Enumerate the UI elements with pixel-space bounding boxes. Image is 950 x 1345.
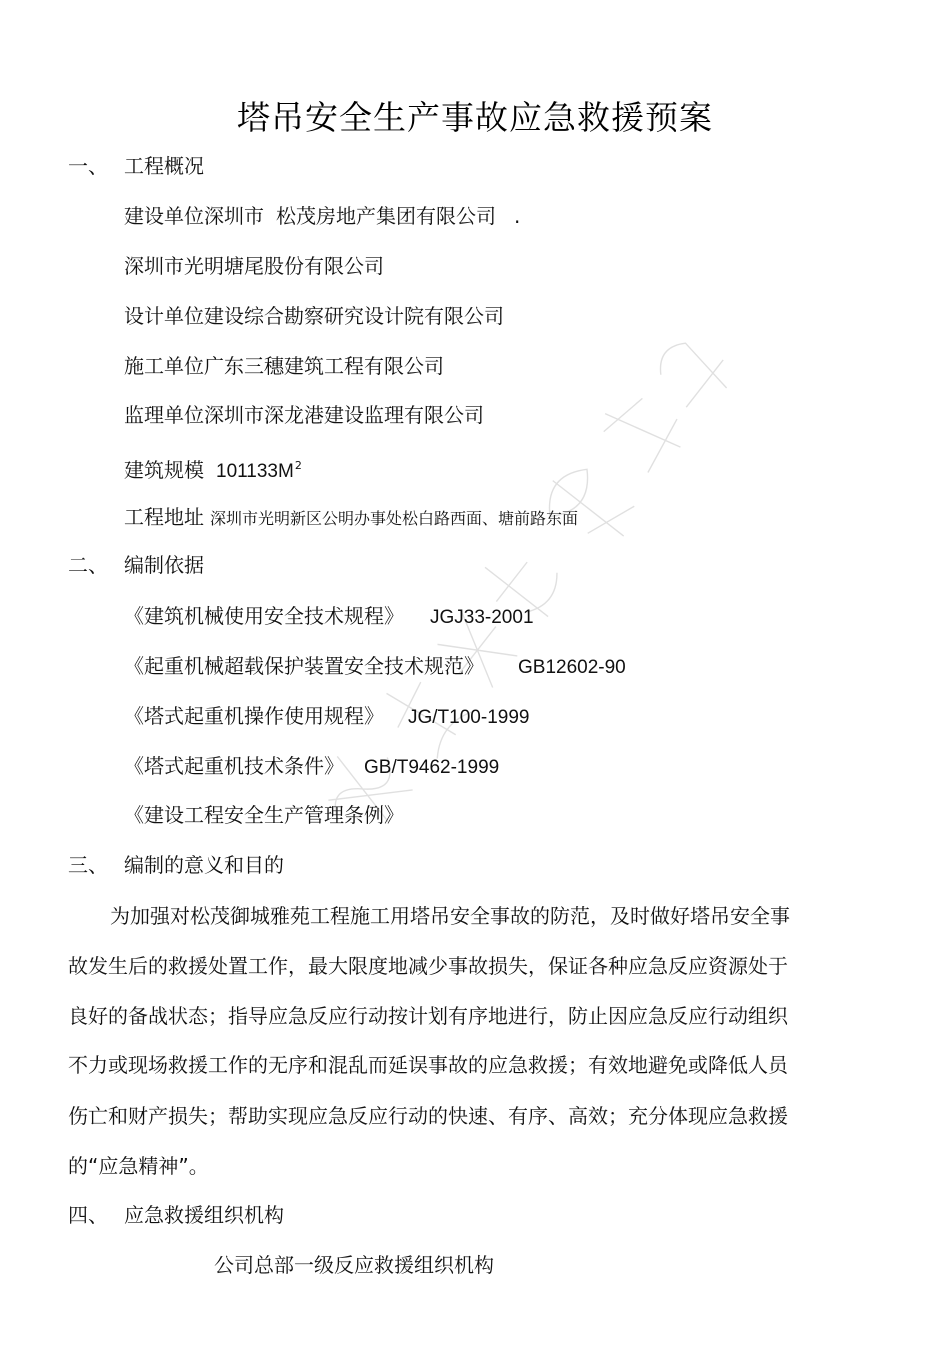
document-title: 塔吊安全生产事故应急救援预案 (237, 98, 713, 137)
paragraph-line: 不力或现场救援工作的无序和混乱而延误事故的应急救援；有效地避免或降低人员 (68, 1053, 788, 1077)
building-scale-label: 建筑规模 (124, 458, 204, 482)
supervise-unit-line: 监理单位深圳市深龙港建设监理有限公司 (124, 403, 484, 427)
building-scale-value: 101133M (216, 461, 294, 482)
reference-name: 《塔式起重机技术条件》 (124, 754, 344, 778)
organization-subheading: 公司总部一级反应救援组织机构 (214, 1253, 494, 1277)
build-unit-line: 施工单位广东三穗建筑工程有限公司 (124, 354, 444, 378)
project-address-label: 工程地址 (124, 505, 204, 529)
section-number: 二、 (68, 553, 108, 577)
building-scale-unit-sup: 2 (294, 459, 302, 472)
reference-code: GB12602-90 (518, 657, 626, 678)
reference-name: 《起重机械超载保护装置安全技术规范》 (124, 654, 484, 678)
construction-unit-dot: . (514, 204, 521, 228)
reference-code: JGJ33-2001 (430, 607, 534, 628)
building-scale-line (124, 452, 302, 486)
reference-item (124, 602, 534, 632)
reference-item (124, 801, 404, 829)
reference-item (124, 752, 499, 782)
construction-unit-line (124, 202, 520, 230)
design-unit-line: 设计单位建设综合勘察研究设计院有限公司 (124, 304, 504, 328)
section-number: 四、 (68, 1203, 108, 1227)
paragraph-line: 为加强对松茂御城雅苑工程施工用塔吊安全事故的防范，及时做好塔吊安全事 (110, 904, 790, 928)
paragraph-line: 故发生后的救援处置工作，最大限度地减少事故损失，保证各种应急反应资源处于 (68, 954, 788, 978)
reference-code: JG/T100-1999 (408, 707, 530, 728)
reference-name: 《建设工程安全生产管理条例》 (124, 803, 404, 827)
paragraph-line: 良好的备战状态；指导应急反应行动按计划有序地进行，防止因应急反应行动组织 (68, 1004, 788, 1028)
paragraph-line: 的“应急精神”。 (68, 1154, 209, 1178)
reference-item (124, 652, 626, 682)
section-number: 一、 (68, 154, 108, 178)
section-title: 应急救援组织机构 (124, 1203, 284, 1227)
project-address-line (124, 503, 578, 533)
section-number: 三、 (68, 853, 108, 877)
section-heading-organization (68, 1201, 468, 1229)
project-address-value: 深圳市光明新区公明办事处松白路西面、塘前路东面 (210, 509, 579, 528)
construction-unit-label: 建设单位深圳市 (124, 204, 264, 228)
construction-unit-name: 松茂房地产集团有限公司 (276, 204, 496, 228)
section-title: 工程概况 (124, 154, 204, 178)
section-title: 编制依据 (124, 553, 204, 577)
section-heading-basis (68, 551, 468, 579)
reference-name: 《建筑机械使用安全技术规程》 (124, 604, 404, 628)
paragraph-line: 伤亡和财产损失；帮助实现应急反应行动的快速、有序、高效；充分体现应急救援 (68, 1104, 788, 1128)
reference-item (124, 702, 529, 732)
section-heading-purpose (68, 851, 468, 879)
section-title: 编制的意义和目的 (124, 853, 284, 877)
reference-name: 《塔式起重机操作使用规程》 (124, 704, 384, 728)
section-heading-overview (68, 152, 468, 180)
reference-code: GB/T9462-1999 (364, 757, 500, 778)
co-company-line: 深圳市光明塘尾股份有限公司 (124, 254, 384, 278)
